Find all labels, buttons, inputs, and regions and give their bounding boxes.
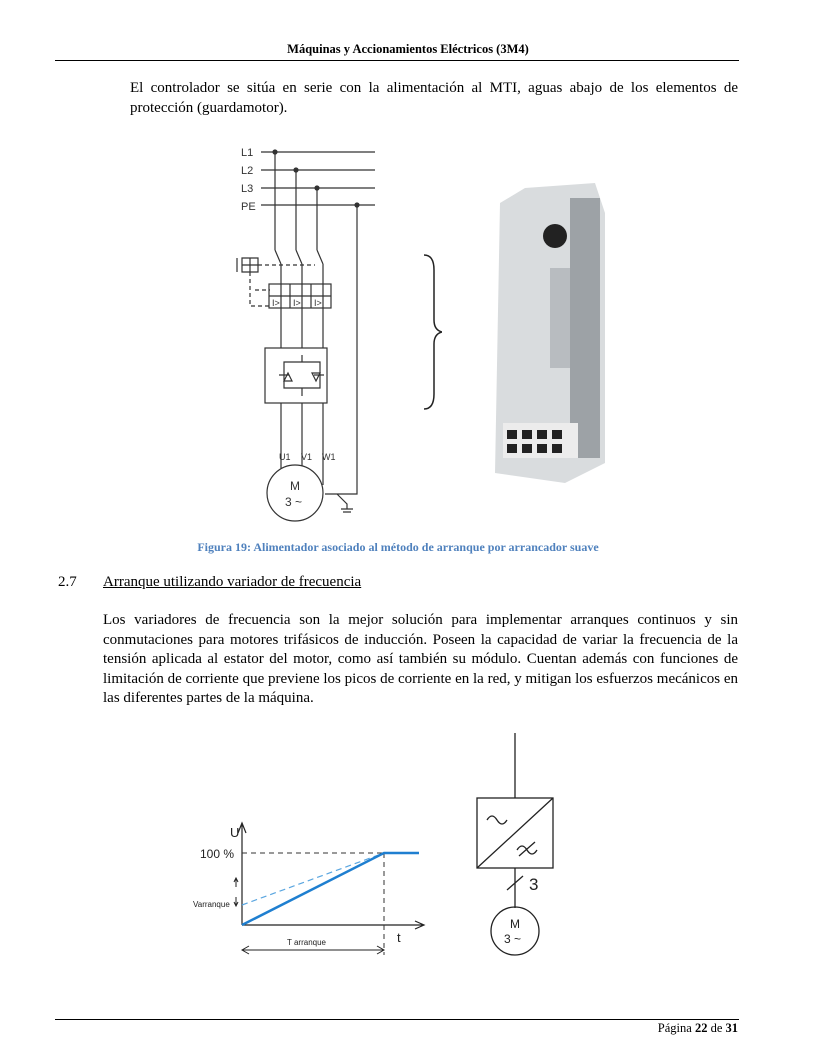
intro-paragraph: El controlador se sitúa en serie con la alimentación al MTI, aguas abajo de los elementos de protección (guardamotor). <box>130 80 738 116</box>
label-w1: W1 <box>322 452 336 462</box>
motor-symbol <box>267 465 323 521</box>
label-v1: V1 <box>301 452 313 462</box>
label-pe: PE <box>241 201 256 213</box>
voltage-ramp-chart <box>185 815 430 965</box>
label-l2: L2 <box>241 165 254 177</box>
page-header: Máquinas y Accionamientos Eléctricos (3M4) <box>287 42 529 56</box>
label-l1: L1 <box>241 147 254 159</box>
overload-label: I> <box>293 298 301 308</box>
motor-symbol <box>491 907 539 955</box>
overload-label: I> <box>314 298 322 308</box>
t-start-label: T arranque <box>287 938 326 947</box>
motor-phase-label: 3 ~ <box>504 932 522 946</box>
x-axis-label: t <box>397 930 401 945</box>
label-u1: U1 <box>279 452 291 462</box>
soft-starter-photo <box>485 178 620 498</box>
frequency-converter-symbol <box>455 728 565 963</box>
page-total: 31 <box>725 1021 738 1035</box>
footer-middle: de <box>707 1021 726 1035</box>
footer-prefix: Página <box>657 1021 695 1035</box>
motor-m-label: M <box>510 917 520 931</box>
y-axis-label: U <box>230 825 240 840</box>
ramp-line <box>242 853 419 925</box>
section-title: Arranque utilizando variador de frecuencia <box>103 574 362 590</box>
section-paragraph: Los variadores de frecuencia son la mejor solución para implementar arranques continuos y sin conmutaciones para motores trifásicos de inducción. Poseen la capacidad de variar la frecuencia de la tensión aplicada al estator del motor, como así también su módulo. Cuentan además con funciones de limitación de corriente que previene los picos de corriente en la red, y mitigan los esfuerzos mecánicos en las diferentes partes de la máquina. <box>103 612 738 706</box>
page-footer <box>658 1021 738 1036</box>
soft-starter-circuit-diagram <box>225 140 385 525</box>
v-start-label: Varranque <box>193 900 230 909</box>
footer-rule <box>55 1019 739 1020</box>
motor-phase-label: 3 ~ <box>285 495 303 509</box>
level-100-label: 100 % <box>200 847 235 861</box>
phase-count-label: 3 <box>529 875 539 894</box>
motor-m-label: M <box>290 479 300 493</box>
overload-label: I> <box>272 298 280 308</box>
header-rule <box>55 60 739 61</box>
curly-brace <box>420 252 442 410</box>
ramp-with-start-voltage <box>242 853 384 905</box>
section-number: 2.7 <box>58 574 77 590</box>
figure-caption: Figura 19: Alimentador asociado al método de arranque por arrancador suave <box>197 540 599 554</box>
label-l3: L3 <box>241 183 254 195</box>
page-number: 22 <box>694 1021 708 1035</box>
